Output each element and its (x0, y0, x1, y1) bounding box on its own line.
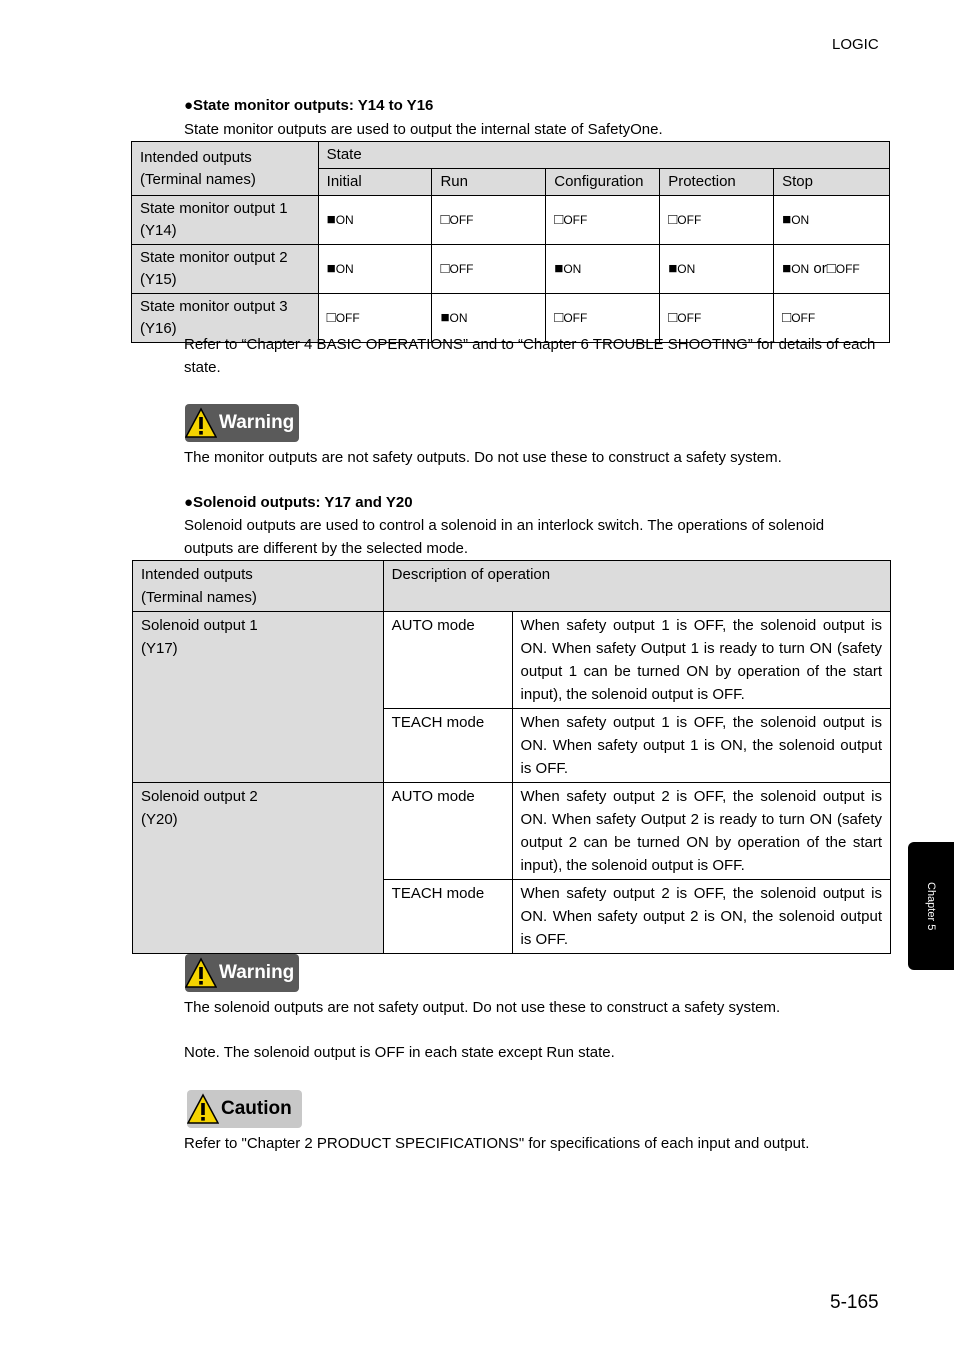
state-header-run: Run (432, 169, 546, 196)
caution-badge (187, 1090, 302, 1128)
header-description: Description of operation (383, 561, 890, 612)
state-monitor-intro: State monitor outputs are used to output the internal state of SafetyOne. (184, 121, 663, 138)
mode-label: TEACH mode (383, 880, 512, 954)
warning-text: The solenoid outputs are not safety output. Do not use these to construct a safety system. (184, 999, 781, 1016)
table-row (132, 196, 890, 245)
mode-description: When safety output 1 is OFF, the solenoid output is ON. When safety Output 1 is ready to turn ON (safety output 1 can be turned ON by operation of the start input), the solenoid output is OFF. (512, 612, 890, 709)
state-cell: ■ON (660, 245, 774, 294)
state-cell: ■ON (546, 245, 660, 294)
state-cell: □OFF (318, 294, 432, 343)
solenoid-table (132, 560, 891, 954)
note-text: Note. The solenoid output is OFF in each state except Run state. (184, 1044, 615, 1061)
state-cell: ■ON (774, 196, 890, 245)
state-cell: □OFF (432, 245, 546, 294)
state-cell: □OFF (546, 196, 660, 245)
section-header: LOGIC (832, 36, 879, 53)
state-monitor-table (131, 141, 890, 343)
state-header-stop: Stop (774, 169, 890, 196)
state-cell: □OFF (432, 196, 546, 245)
state-cell: ■ON or□OFF (774, 245, 890, 294)
caution-icon (187, 1093, 219, 1125)
caution-text: Refer to "Chapter 2 PRODUCT SPECIFICATIONS" for specifications of each input and output. (184, 1135, 810, 1152)
state-cell: ■ON (432, 294, 546, 343)
row-label: State monitor output 2 (Y15) (132, 245, 319, 294)
warning-icon (185, 407, 217, 439)
row-label: Solenoid output 2 (Y20) (133, 783, 384, 954)
chapter-tab-label: Chapter 5 (925, 881, 937, 931)
state-cell: ■ON (318, 196, 432, 245)
mode-label: AUTO mode (383, 783, 512, 880)
mode-label: TEACH mode (383, 709, 512, 783)
page-number: 5-165 (830, 1292, 879, 1313)
state-header-configuration: Configuration (546, 169, 660, 196)
state-monitor-title: ●State monitor outputs: Y14 to Y16 (184, 97, 434, 114)
caution-label: Caution (221, 1098, 292, 1119)
warning-label: Warning (219, 412, 295, 433)
state-cell: □OFF (660, 196, 774, 245)
header-intended-outputs: Intended outputs (Terminal names) (133, 561, 384, 612)
row-label: State monitor output 1 (Y14) (132, 196, 319, 245)
state-cell: □OFF (546, 294, 660, 343)
state-cell: □OFF (774, 294, 890, 343)
solenoid-title: ●Solenoid outputs: Y17 and Y20 (184, 494, 413, 511)
table-row (132, 245, 890, 294)
warning-badge (185, 954, 299, 992)
table-row (133, 783, 891, 880)
mode-description: When safety output 2 is OFF, the solenoid output is ON. When safety output 2 is ON, the solenoid output is OFF. (512, 880, 890, 954)
table-row (133, 612, 891, 709)
state-header-protection: Protection (660, 169, 774, 196)
state-cell: ■ON (318, 245, 432, 294)
row-label: Solenoid output 1 (Y17) (133, 612, 384, 783)
warning-badge (185, 404, 299, 442)
mode-label: AUTO mode (383, 612, 512, 709)
mode-description: When safety output 1 is OFF, the solenoid output is ON. When safety output 1 is ON, the solenoid output is OFF. (512, 709, 890, 783)
warning-label: Warning (219, 962, 295, 983)
chapter-tab (908, 842, 954, 970)
state-cell: □OFF (660, 294, 774, 343)
warning-icon (185, 957, 217, 989)
header-state: State (318, 142, 889, 169)
warning-text: The monitor outputs are not safety outputs. Do not use these to construct a safety system. (184, 449, 782, 466)
state-refer-text: Refer to “Chapter 4 BASIC OPERATIONS” and to “Chapter 6 TROUBLE SHOOTING” for details of each state. (184, 336, 876, 376)
mode-description: When safety output 2 is OFF, the solenoid output is ON. When safety Output 2 is ready to turn ON (safety output 2 can be turned ON by operation of the start input), the solenoid output is OFF. (512, 783, 890, 880)
solenoid-intro: Solenoid outputs are used to control a solenoid in an interlock switch. The operations of solenoid outputs are different by the selected mode. (184, 517, 825, 557)
header-intended-outputs: Intended outputs (Terminal names) (132, 142, 319, 196)
row-label: State monitor output 3 (Y16) (132, 294, 319, 343)
state-header-initial: Initial (318, 169, 432, 196)
